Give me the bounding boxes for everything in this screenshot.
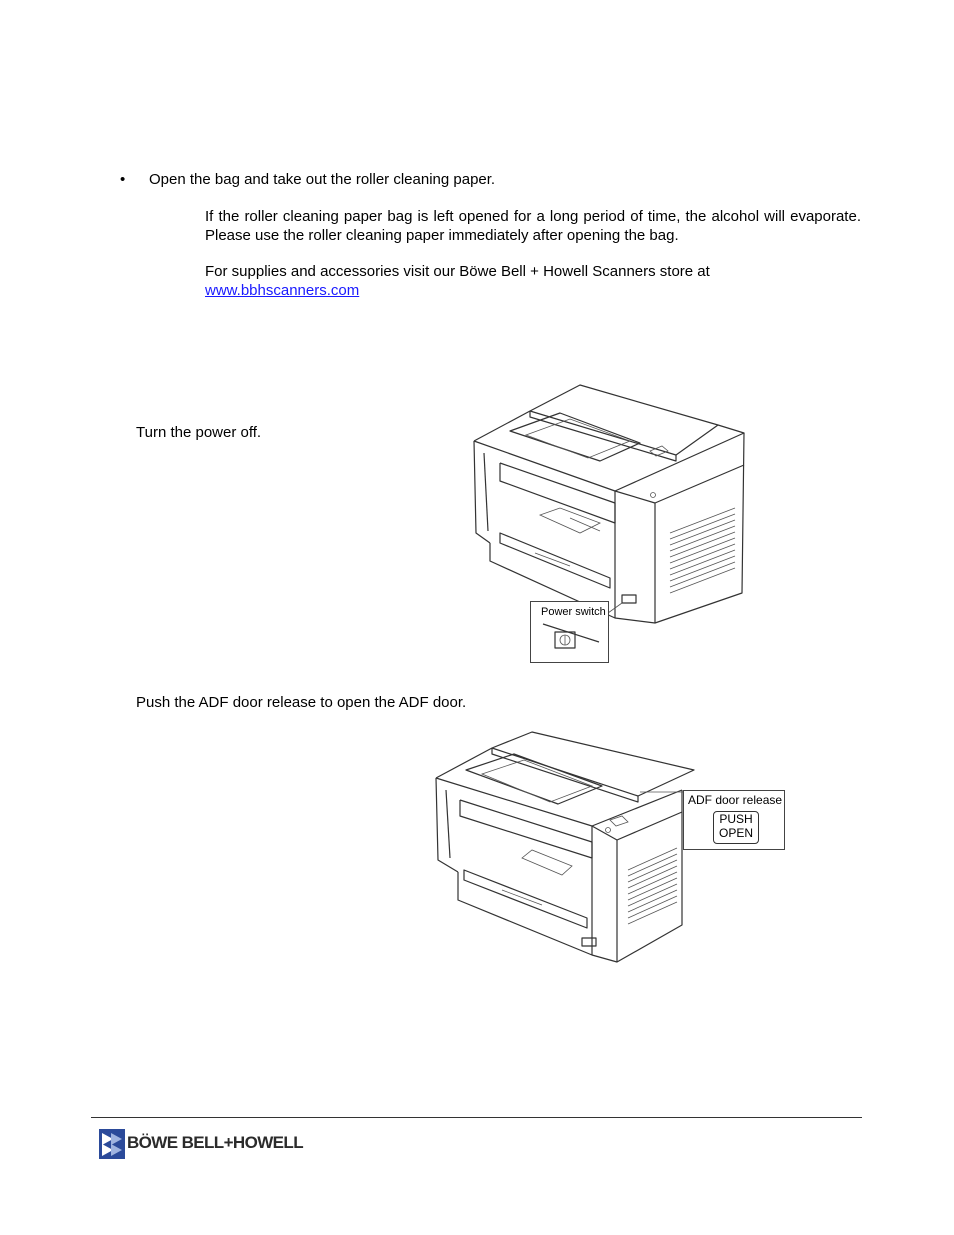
step-adf-open: Push the ADF door release to open the ADF door.	[136, 694, 467, 711]
evaporation-note: If the roller cleaning paper bag is left opened for a long period of time, the alcohol will evaporate. Please use the roller cleaning paper immediately after opening the bag.	[205, 208, 861, 244]
logo-wordmark: BÖWE BELL+HOWELL	[127, 1133, 303, 1152]
footer-divider	[91, 1117, 862, 1118]
logo-chevron-icon	[99, 1129, 125, 1159]
adf-release-callout	[683, 790, 785, 850]
scanner-illustration-adf	[432, 730, 702, 970]
supplies-paragraph	[205, 262, 861, 300]
bullet-text: Open the bag and take out the roller cleaning paper.	[149, 171, 496, 188]
adf-release-label: ADF door release	[688, 793, 783, 807]
supplies-text: For supplies and accessories visit our Böwe Bell + Howell Scanners store at	[205, 263, 710, 280]
scanner-illustration-power	[470, 383, 750, 663]
power-switch-callout	[530, 601, 609, 663]
power-switch-label: Power switch	[541, 606, 606, 618]
store-link[interactable]: www.bbhscanners.com	[205, 282, 360, 299]
push-label: PUSH	[719, 812, 753, 826]
bullet-dot: •	[120, 171, 126, 188]
step-power-off: Turn the power off.	[136, 424, 262, 441]
push-open-button	[713, 811, 759, 844]
open-label: OPEN	[718, 826, 753, 840]
scanner-drawing-2	[432, 730, 702, 970]
power-switch-detail	[531, 602, 608, 662]
scanner-drawing-1	[470, 383, 750, 663]
